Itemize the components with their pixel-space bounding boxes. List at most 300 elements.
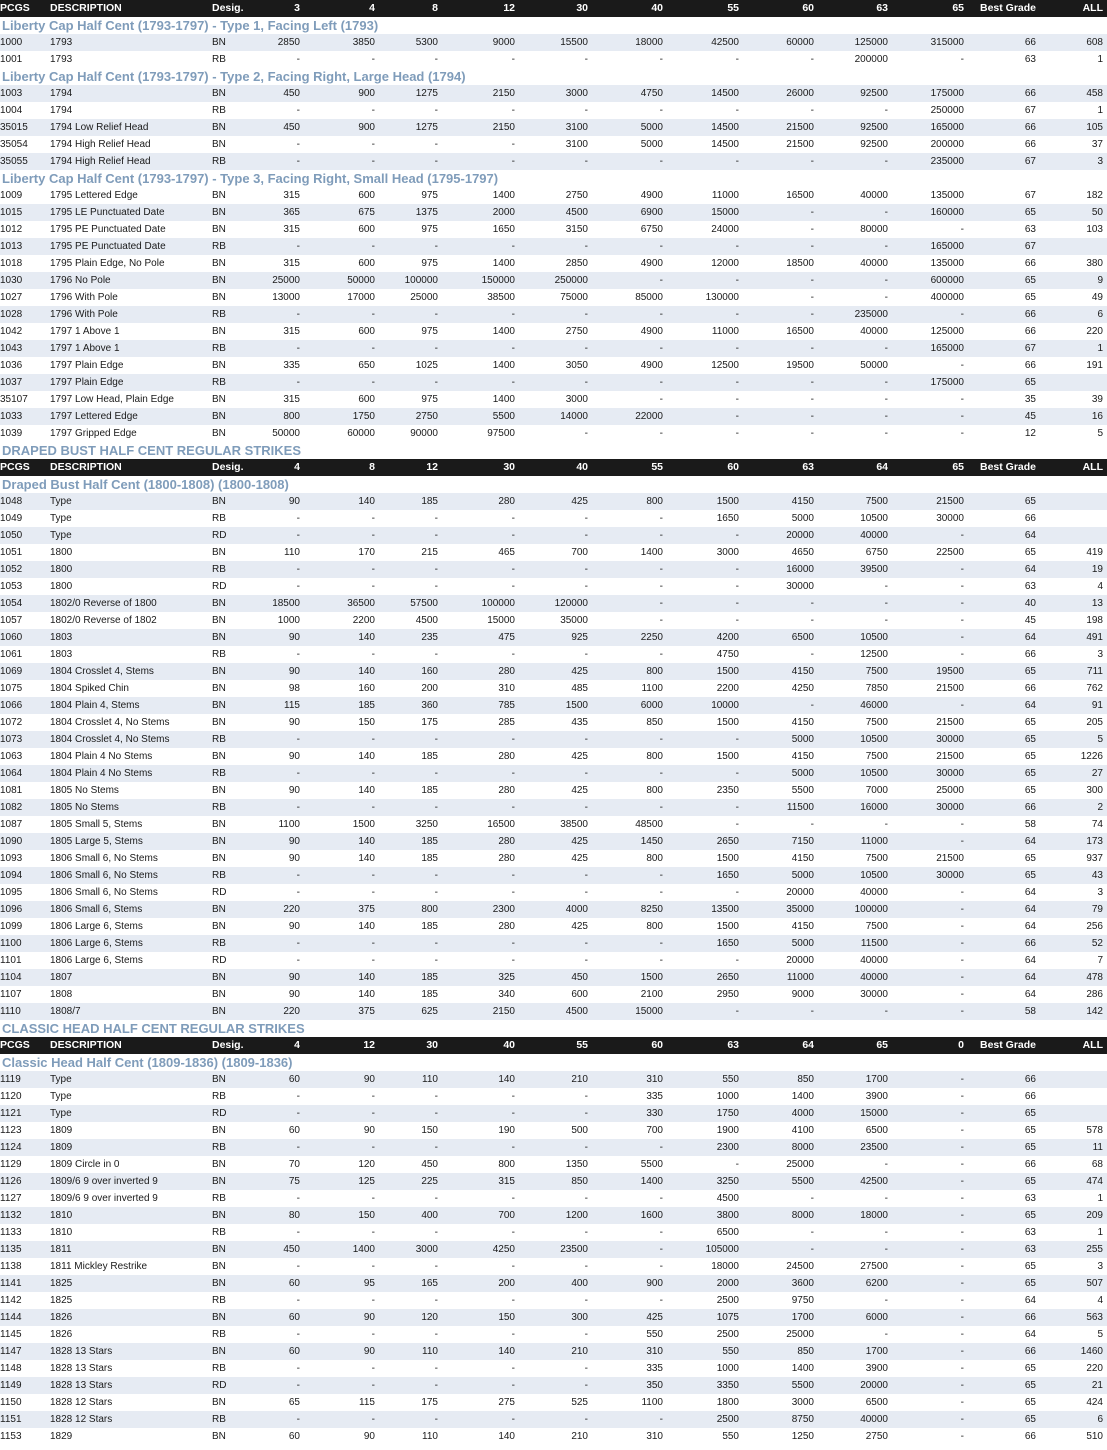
best-grade-cell: 66 [1024, 360, 1036, 371]
grade-1-cell: - [296, 241, 300, 252]
best-grade-cell: 64 [1024, 1329, 1036, 1340]
grade-1-cell: 2850 [277, 37, 300, 48]
description-cell: 1804 Plain 4, Stems [50, 700, 140, 711]
all-population-cell: 1460 [1080, 1346, 1103, 1357]
grade-4-cell: 475 [498, 632, 515, 643]
grade-6-cell: - [659, 1193, 663, 1204]
grade-4-cell: - [511, 581, 515, 592]
best-grade-cell: 66 [1024, 1431, 1036, 1442]
best-grade-cell: 65 [1024, 734, 1036, 745]
grade-10-cell: 165000 [930, 122, 964, 133]
all-population-cell: 4 [1097, 1295, 1103, 1306]
grade-8-cell: 16500 [786, 326, 814, 337]
grade-1-cell: - [296, 1227, 300, 1238]
table-row [0, 680, 1107, 697]
designation-cell: BN [212, 1278, 226, 1289]
grade-4-cell: - [511, 734, 515, 745]
best-grade-cell: 63 [1024, 1244, 1036, 1255]
description-cell: 1795 PE Punctuated Date [50, 224, 166, 235]
table-row [0, 884, 1107, 901]
grade-10-cell: - [960, 530, 964, 541]
grade-2-cell: 675 [358, 207, 375, 218]
grade-7-cell: - [735, 530, 739, 541]
grade-4-cell: 97500 [487, 428, 515, 439]
grade-9-cell: - [884, 207, 888, 218]
pcgs-number-cell: 1013 [0, 241, 23, 252]
all-population-cell: 43 [1091, 870, 1103, 881]
header-grade-6: 60 [651, 1039, 663, 1051]
grade-10-cell: 400000 [930, 292, 964, 303]
grade-5-cell: - [584, 1108, 588, 1119]
description-cell: 1795 Plain Edge, No Pole [50, 258, 165, 269]
description-cell: 1795 LE Punctuated Date [50, 207, 165, 218]
description-cell: 1806 Small 6, Stems [50, 904, 143, 915]
grade-7-cell: 4200 [716, 632, 739, 643]
grade-10-cell: - [960, 224, 964, 235]
grade-2-cell: - [371, 581, 375, 592]
grade-9-cell: - [884, 1227, 888, 1238]
grade-3-cell: 150 [421, 1125, 438, 1136]
table-row [0, 1394, 1107, 1411]
designation-cell: BN [212, 700, 226, 711]
grade-1-cell: 315 [283, 224, 300, 235]
grade-2-cell: - [371, 1380, 375, 1391]
grade-6-cell: - [659, 734, 663, 745]
table-row [0, 510, 1107, 527]
grade-5-cell: 600 [571, 989, 588, 1000]
grade-8-cell: - [810, 309, 814, 320]
grade-10-cell: - [960, 1125, 964, 1136]
grade-9-cell: 40000 [860, 190, 888, 201]
pcgs-number-cell: 1141 [0, 1278, 22, 1289]
all-population-cell: 91 [1091, 700, 1103, 711]
header-best-grade: Best Grade [980, 1039, 1037, 1051]
grade-7-cell: 1800 [716, 1397, 739, 1408]
description-cell: 1810 [50, 1227, 73, 1238]
grade-5-cell: 210 [571, 1074, 588, 1085]
pcgs-number-cell: 1033 [0, 411, 23, 422]
best-grade-cell: 66 [1024, 683, 1036, 694]
grade-4-cell: 150 [498, 1312, 515, 1323]
grade-1-cell: 75 [288, 1176, 300, 1187]
grade-8-cell: 3600 [791, 1278, 814, 1289]
table-row [0, 238, 1107, 255]
table-row [0, 1122, 1107, 1139]
pcgs-number-cell: 1133 [0, 1227, 22, 1238]
all-population-cell [1050, 493, 1103, 510]
table-row [0, 578, 1107, 595]
grade-4-cell: 100000 [481, 598, 515, 609]
pcgs-number-cell: 1153 [0, 1431, 22, 1442]
grade-5-cell: 14000 [560, 411, 588, 422]
pcgs-number-cell: 1063 [0, 751, 23, 762]
table-row [0, 255, 1107, 272]
table-row [0, 612, 1107, 629]
grade-2-cell: - [371, 1227, 375, 1238]
designation-cell: BN [212, 88, 226, 99]
grade-4-cell: 150000 [481, 275, 515, 286]
table-row [0, 1190, 1107, 1207]
grade-10-cell: - [960, 394, 964, 405]
grade-5-cell: 425 [571, 751, 588, 762]
designation-cell: RB [212, 241, 226, 252]
grade-4-cell: - [511, 1414, 515, 1425]
description-cell: 1794 High Relief Head [50, 156, 151, 167]
header-grade-4: 12 [503, 2, 515, 14]
grade-1-cell: 220 [283, 1006, 300, 1017]
grade-1-cell: 335 [283, 360, 300, 371]
grade-2-cell: 140 [358, 785, 375, 796]
grade-9-cell: - [884, 156, 888, 167]
grade-4-cell: 280 [498, 836, 515, 847]
grade-4-cell: 16500 [487, 819, 515, 830]
grade-1-cell: - [296, 649, 300, 660]
grade-1-cell: - [296, 938, 300, 949]
grade-6-cell: 425 [646, 1312, 663, 1323]
grade-10-cell: - [960, 887, 964, 898]
description-cell: 1794 [50, 88, 73, 99]
all-population-cell: 11 [1092, 1142, 1103, 1153]
grade-4-cell: - [511, 938, 515, 949]
grade-10-cell: - [960, 938, 964, 949]
pcgs-number-cell: 1120 [0, 1091, 22, 1102]
description-cell: 1800 [50, 564, 73, 575]
grade-8-cell: 60000 [786, 37, 814, 48]
all-population-cell: 4 [1097, 581, 1103, 592]
description-cell: 1828 12 Stars [50, 1414, 113, 1425]
grade-3-cell: - [434, 105, 438, 116]
table-row [0, 119, 1107, 136]
grade-7-cell: - [735, 156, 739, 167]
pcgs-number-cell: 1138 [0, 1261, 22, 1272]
grade-1-cell: 115 [284, 700, 300, 711]
description-cell: 1794 Low Relief Head [50, 122, 149, 133]
grade-8-cell: 5500 [791, 785, 814, 796]
grade-8-cell: - [810, 275, 814, 286]
description-cell: 1802/0 Reverse of 1802 [50, 615, 157, 626]
grade-6-cell: - [659, 802, 663, 813]
grade-1-cell: - [296, 1414, 300, 1425]
grade-8-cell: - [810, 105, 814, 116]
all-population-cell: 79 [1091, 904, 1103, 915]
grade-6-cell: - [659, 1261, 663, 1272]
grade-2-cell: 95 [363, 1278, 375, 1289]
grade-4-cell: - [511, 802, 515, 813]
designation-cell: BN [212, 1431, 226, 1442]
grade-3-cell: 975 [421, 394, 438, 405]
designation-cell: RD [212, 530, 227, 541]
grade-2-cell: 90 [363, 1431, 375, 1442]
description-cell: 1800 [50, 547, 73, 558]
grade-3-cell: 450 [421, 1159, 438, 1170]
grade-9-cell: - [884, 1329, 888, 1340]
grade-5-cell: - [584, 564, 588, 575]
grade-2-cell: 600 [358, 326, 375, 337]
header-all: ALL [1082, 1039, 1103, 1051]
grade-5-cell: 300 [571, 1312, 588, 1323]
description-cell: 1804 Plain 4 No Stems [50, 768, 153, 779]
best-grade-cell: 64 [1024, 921, 1036, 932]
designation-cell: BN [212, 785, 226, 796]
grade-5-cell: 23500 [560, 1244, 588, 1255]
grade-3-cell: 975 [421, 258, 438, 269]
pcgs-number-cell: 1123 [0, 1125, 22, 1136]
grade-9-cell: 92500 [860, 88, 888, 99]
grade-5-cell: 3000 [565, 394, 588, 405]
pcgs-number-cell: 1052 [0, 564, 23, 575]
grade-3-cell: 200 [421, 683, 438, 694]
description-cell: 1800 [50, 581, 73, 592]
grade-8-cell: 5000 [791, 938, 814, 949]
best-grade-cell: 67 [1024, 241, 1036, 252]
grade-2-cell: 140 [358, 836, 375, 847]
designation-cell: BN [212, 972, 226, 983]
grade-6-cell: - [659, 1244, 663, 1255]
grade-6-cell: 330 [646, 1108, 663, 1119]
all-population-cell: 578 [1086, 1125, 1103, 1136]
grade-9-cell: 18000 [860, 1210, 888, 1221]
grade-5-cell: - [584, 530, 588, 541]
pcgs-number-cell: 1126 [0, 1176, 22, 1187]
grade-4-cell: - [511, 955, 515, 966]
designation-cell: RB [212, 1329, 226, 1340]
grade-6-cell: - [659, 615, 663, 626]
pcgs-number-cell: 1145 [0, 1329, 22, 1340]
grade-6-cell: 1400 [640, 547, 663, 558]
grade-6-cell: - [659, 343, 663, 354]
table-row [0, 952, 1107, 969]
grade-10-cell: - [960, 1244, 964, 1255]
grade-9-cell: - [884, 1159, 888, 1170]
grade-5-cell: 210 [571, 1346, 588, 1357]
grade-5-cell: 35000 [560, 615, 588, 626]
table-row [0, 816, 1107, 833]
description-cell: 1809 [50, 1142, 73, 1153]
description-cell: 1806 Small 6, No Stems [50, 853, 158, 864]
grade-10-cell: - [960, 1091, 964, 1102]
grade-5-cell: - [584, 513, 588, 524]
pcgs-number-cell: 1081 [0, 785, 23, 796]
table-row [0, 323, 1107, 340]
grade-2-cell: - [371, 343, 375, 354]
grade-3-cell: - [434, 139, 438, 150]
pcgs-number-cell: 1028 [0, 309, 23, 320]
designation-cell: BN [212, 1176, 226, 1187]
grade-10-cell: 135000 [930, 258, 964, 269]
grade-10-cell: - [960, 955, 964, 966]
grade-10-cell: - [960, 1176, 964, 1187]
grade-1-cell: 90 [288, 717, 300, 728]
grade-1-cell: 1000 [277, 615, 300, 626]
grade-1-cell: - [296, 377, 300, 388]
grade-1-cell: 90 [288, 989, 300, 1000]
grade-8-cell: 4150 [791, 853, 814, 864]
grade-10-cell: - [960, 598, 964, 609]
designation-cell: BN [212, 496, 226, 507]
grade-6-cell: - [659, 394, 663, 405]
table-row [0, 731, 1107, 748]
best-grade-cell: 65 [1024, 1108, 1036, 1119]
pcgs-number-cell: 1073 [0, 734, 23, 745]
grade-2-cell: 900 [358, 88, 375, 99]
grade-1-cell: 90 [288, 496, 300, 507]
grade-7-cell: 14500 [711, 139, 739, 150]
grade-2-cell: - [371, 139, 375, 150]
grade-2-cell: - [371, 1091, 375, 1102]
grade-2-cell: 170 [358, 547, 375, 558]
best-grade-cell: 64 [1024, 972, 1036, 983]
grade-7-cell: 13500 [711, 904, 739, 915]
grade-8-cell: 5000 [791, 870, 814, 881]
grade-8-cell: - [810, 343, 814, 354]
grade-8-cell: 11000 [786, 972, 814, 983]
grade-9-cell: 50000 [860, 360, 888, 371]
designation-cell: RB [212, 1295, 226, 1306]
grade-9-cell: 42500 [860, 1176, 888, 1187]
grade-7-cell: 18000 [711, 1261, 739, 1272]
grade-9-cell: 39500 [860, 564, 888, 575]
grade-7-cell: 2650 [716, 972, 739, 983]
designation-cell: BN [212, 139, 226, 150]
grade-6-cell: - [659, 870, 663, 881]
pcgs-number-cell: 1104 [0, 972, 22, 983]
grade-2-cell: - [371, 1363, 375, 1374]
best-grade-cell: 66 [1024, 1346, 1036, 1357]
table-row [0, 1292, 1107, 1309]
pcgs-number-cell: 35054 [0, 139, 28, 150]
grade-10-cell: 21500 [936, 751, 964, 762]
designation-cell: BN [212, 904, 226, 915]
best-grade-cell: 67 [1024, 190, 1036, 201]
description-cell: 1806 Small 6, No Stems [50, 887, 158, 898]
grade-6-cell: 5000 [640, 122, 663, 133]
grade-9-cell: 7500 [865, 921, 888, 932]
best-grade-cell: 65 [1024, 751, 1036, 762]
grade-7-cell: - [735, 887, 739, 898]
grade-9-cell: 7500 [865, 496, 888, 507]
grade-1-cell: - [296, 581, 300, 592]
table-row [0, 306, 1107, 323]
grade-5-cell: 3000 [565, 88, 588, 99]
grade-3-cell: 1275 [415, 122, 438, 133]
grade-7-cell: - [735, 768, 739, 779]
table-row [0, 748, 1107, 765]
grade-6-cell: 8250 [640, 904, 663, 915]
grade-3-cell: 175 [421, 1397, 438, 1408]
grade-2-cell: 90 [363, 1125, 375, 1136]
grade-3-cell: - [434, 309, 438, 320]
grade-7-cell: 14500 [711, 122, 739, 133]
grade-5-cell: 500 [571, 1125, 588, 1136]
grade-3-cell: - [434, 1329, 438, 1340]
description-cell: 1804 Crosslet 4, No Stems [50, 734, 170, 745]
grade-8-cell: 4150 [791, 921, 814, 932]
grade-3-cell: 185 [421, 921, 438, 932]
description-cell: 1810 [50, 1210, 73, 1221]
grade-6-cell: 5500 [640, 1159, 663, 1170]
grade-4-cell: 280 [498, 751, 515, 762]
grade-1-cell: 315 [283, 258, 300, 269]
grade-3-cell: 3250 [415, 819, 438, 830]
grade-2-cell: - [371, 1261, 375, 1272]
grade-2-cell: - [371, 1193, 375, 1204]
grade-2-cell: 150 [358, 1210, 375, 1221]
table-row [0, 782, 1107, 799]
grade-4-cell: - [511, 1295, 515, 1306]
grade-9-cell: 80000 [860, 224, 888, 235]
designation-cell: RB [212, 649, 226, 660]
designation-cell: RB [212, 1142, 226, 1153]
pcgs-number-cell: 1069 [0, 666, 23, 677]
pcgs-number-cell: 1003 [0, 88, 23, 99]
grade-7-cell: 11000 [711, 326, 739, 337]
grade-3-cell: - [434, 1108, 438, 1119]
grade-6-cell: - [659, 1142, 663, 1153]
grade-1-cell: 90 [288, 836, 300, 847]
all-population-cell: 39 [1091, 394, 1103, 405]
grade-10-cell: 30000 [936, 870, 964, 881]
grade-7-cell: - [735, 615, 739, 626]
all-population-cell: 220 [1086, 326, 1103, 337]
grade-9-cell: - [884, 343, 888, 354]
grade-5-cell: 450 [571, 972, 588, 983]
table-row [0, 136, 1107, 153]
grade-9-cell: - [884, 428, 888, 439]
table-row [0, 221, 1107, 238]
grade-5-cell: 3050 [565, 360, 588, 371]
pcgs-number-cell: 1009 [0, 190, 23, 201]
grade-6-cell: - [659, 275, 663, 286]
grade-10-cell: 125000 [930, 326, 964, 337]
grade-3-cell: - [434, 530, 438, 541]
description-cell: 1795 PE Punctuated Date [50, 241, 166, 252]
grade-8-cell: 7150 [791, 836, 814, 847]
designation-cell: BN [212, 122, 226, 133]
grade-7-cell: - [735, 1006, 739, 1017]
header-grade-2: 8 [369, 461, 375, 473]
grade-9-cell: 92500 [860, 122, 888, 133]
grade-7-cell: 550 [722, 1346, 739, 1357]
all-population-cell [1050, 527, 1103, 544]
grade-6-cell: - [659, 241, 663, 252]
pcgs-number-cell: 1043 [0, 343, 23, 354]
grade-7-cell: 1500 [716, 496, 739, 507]
designation-cell: BN [212, 1244, 226, 1255]
header-grade-9: 63 [876, 2, 888, 14]
grade-6-cell: 2250 [640, 632, 663, 643]
grade-10-cell: - [960, 360, 964, 371]
grade-8-cell: 5000 [791, 768, 814, 779]
grade-2-cell: - [371, 564, 375, 575]
all-population-cell: 419 [1086, 547, 1103, 558]
all-population-cell [1050, 510, 1103, 527]
grade-5-cell: 3100 [565, 139, 588, 150]
grade-10-cell: - [960, 564, 964, 575]
all-population-cell: 198 [1086, 615, 1103, 626]
best-grade-cell: 45 [1024, 615, 1036, 626]
grade-9-cell: 235000 [854, 309, 888, 320]
all-population-cell: 1 [1097, 54, 1103, 65]
grade-10-cell: 200000 [930, 139, 964, 150]
pcgs-number-cell: 1051 [0, 547, 23, 558]
grade-8-cell: - [810, 428, 814, 439]
grade-3-cell: 185 [421, 785, 438, 796]
description-cell: 1805 No Stems [50, 785, 119, 796]
grade-10-cell: - [960, 921, 964, 932]
all-population-cell: 563 [1086, 1312, 1103, 1323]
grade-2-cell: - [371, 377, 375, 388]
table-row [0, 357, 1107, 374]
